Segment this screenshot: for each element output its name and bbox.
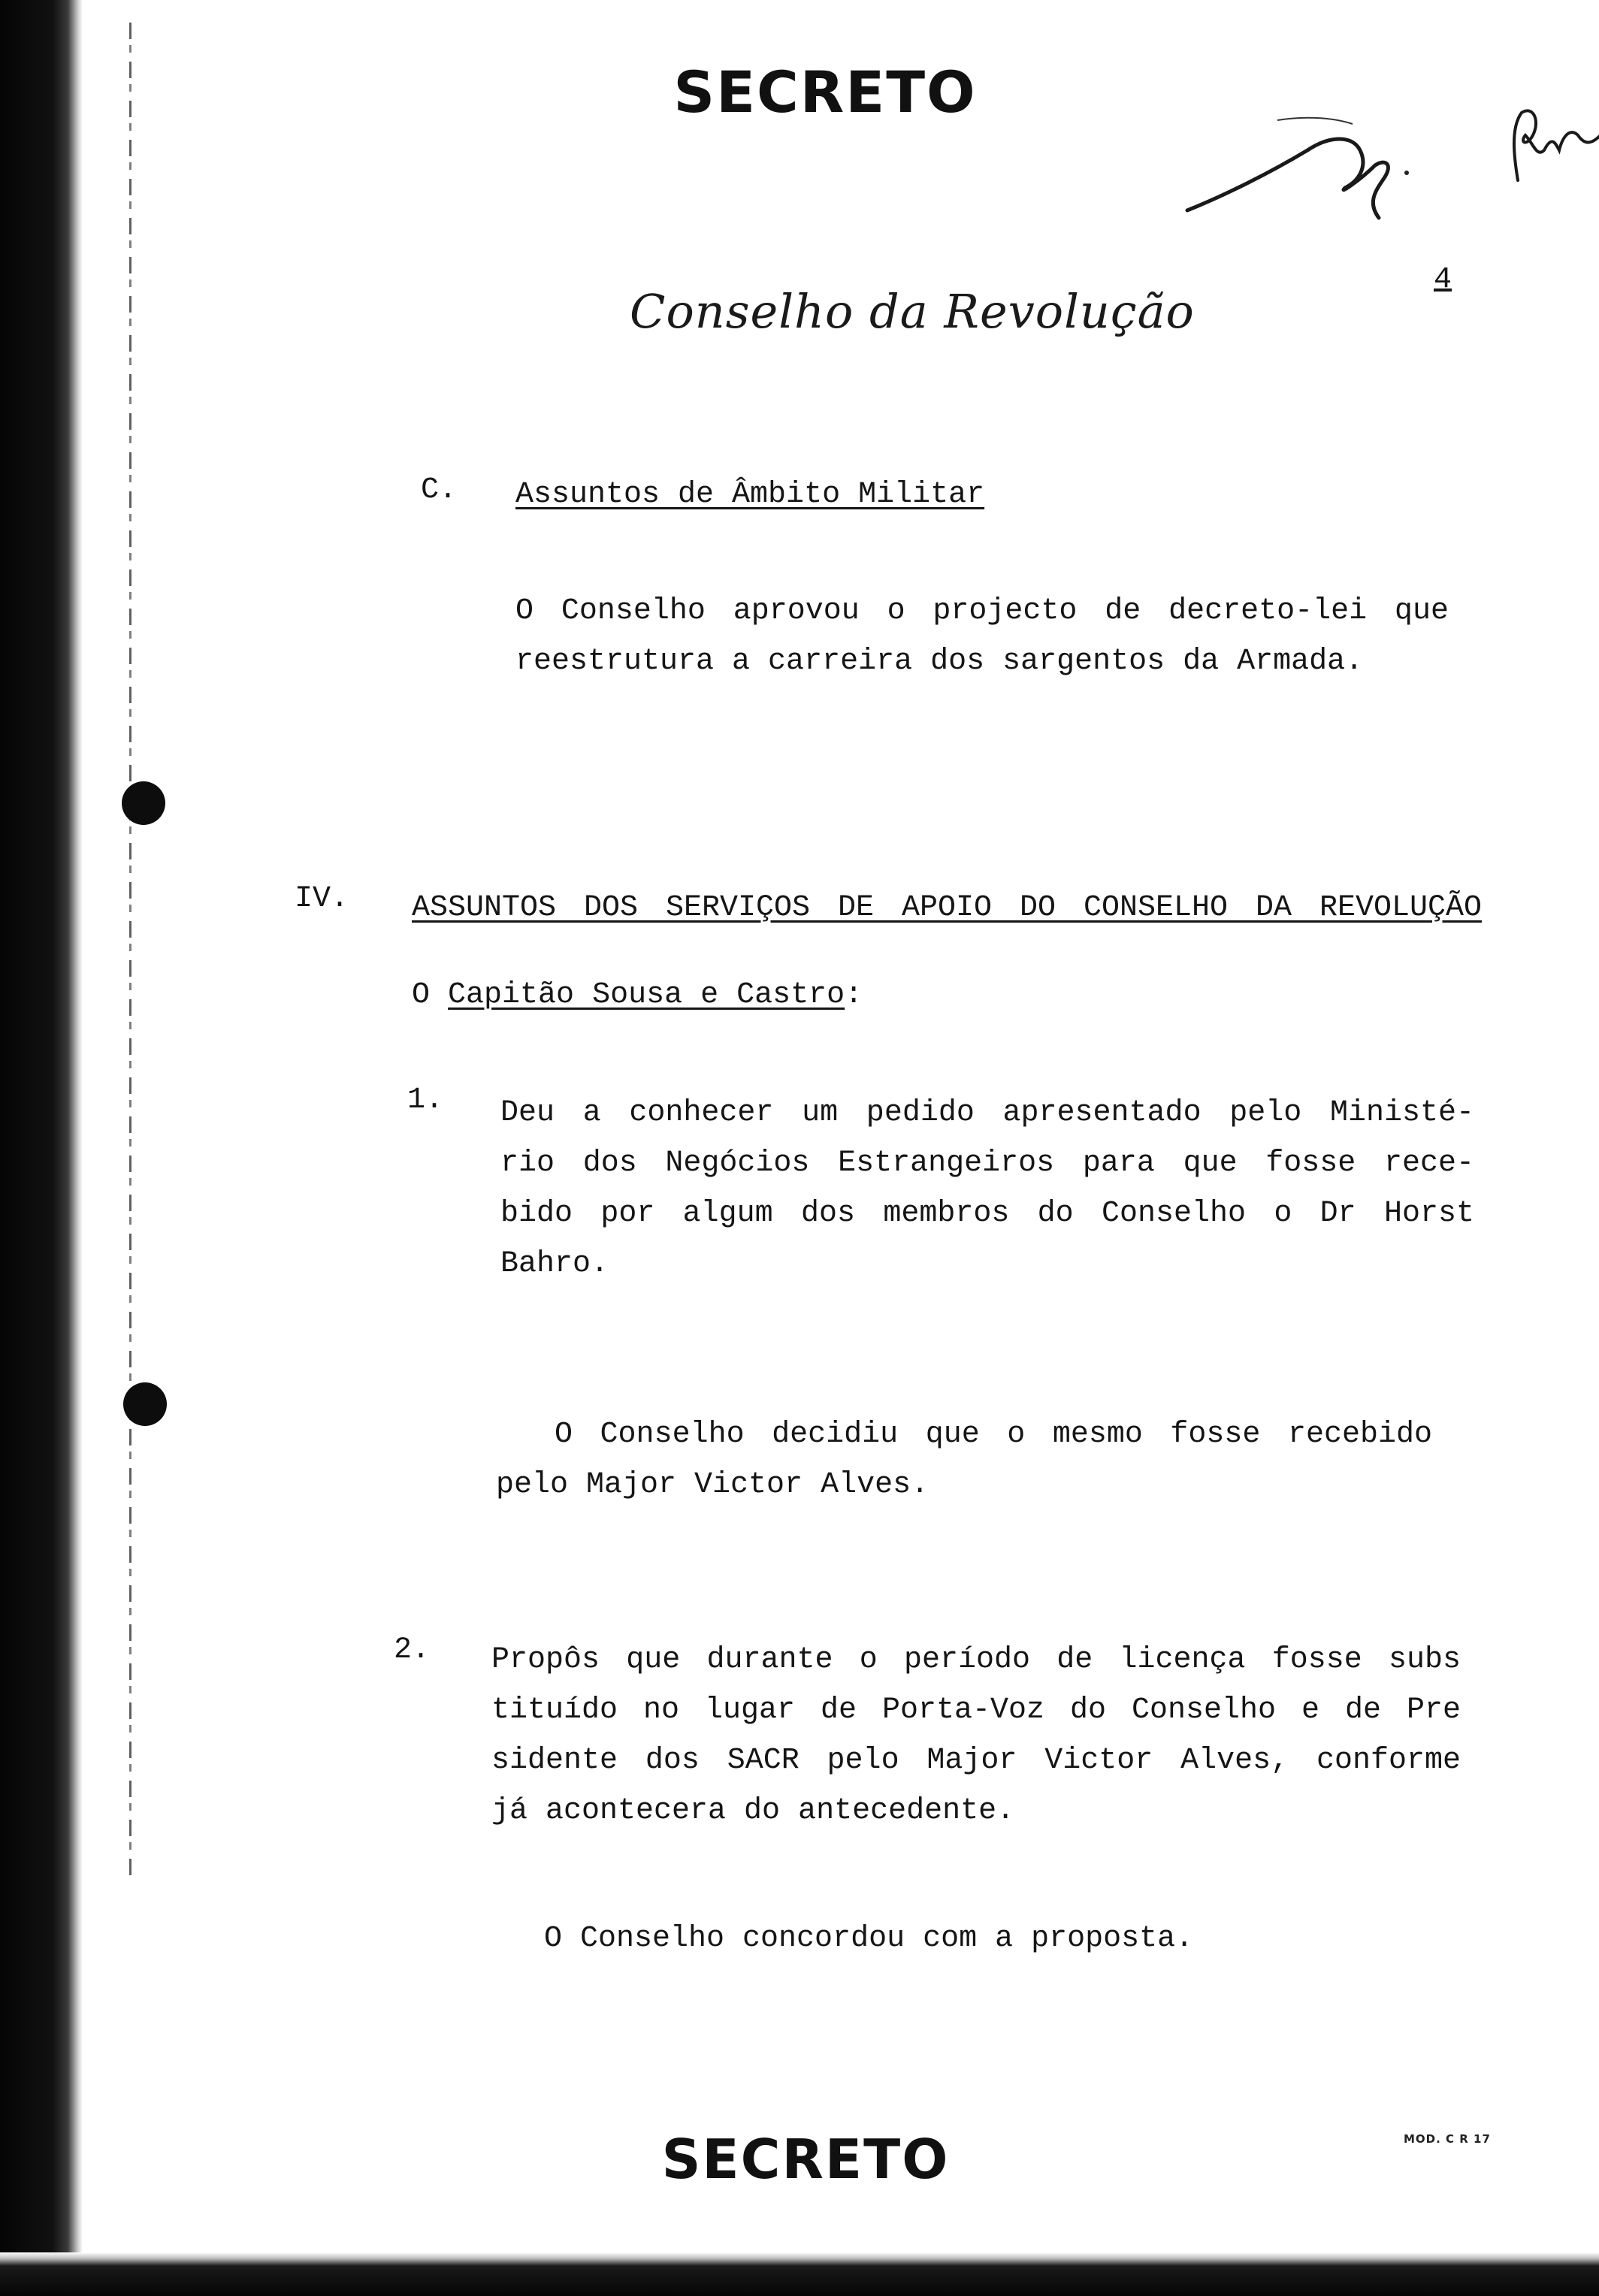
section-iv-numeral: IV. bbox=[295, 882, 349, 916]
form-code: MOD. C R 17 bbox=[1404, 2132, 1491, 2146]
paragraph-line: O Conselho aprovou o projecto de decreto-lei que bbox=[515, 594, 1449, 628]
paragraph-line: reestrutura a carreira dos sargentos da Armada. bbox=[515, 645, 1364, 678]
speaker-prefix: O bbox=[412, 978, 431, 1012]
scan-bottom-edge bbox=[0, 2252, 1599, 2296]
classification-stamp-top: SECRETO bbox=[673, 59, 977, 125]
speaker-suffix: : bbox=[845, 978, 863, 1012]
punch-hole-bottom bbox=[123, 1382, 167, 1426]
paragraph-line: Bahro. bbox=[500, 1247, 609, 1281]
paragraph-line: sidente dos SACR pelo Major Victor Alves, conforme bbox=[491, 1744, 1461, 1778]
margin-rule bbox=[129, 23, 131, 1878]
paragraph-line: rio dos Negócios Estrangeiros para que fosse rece- bbox=[500, 1146, 1474, 1180]
paragraph-line: Propôs que durante o período de licença fosse subs bbox=[491, 1643, 1461, 1677]
paragraph-line: pelo Major Victor Alves. bbox=[496, 1468, 929, 1502]
speaker-name: Capitão Sousa e Castro bbox=[448, 978, 845, 1012]
item-2-number: 2. bbox=[394, 1633, 431, 1667]
item-1-paragraph bbox=[500, 1088, 1474, 1289]
letterhead: Conselho da Revolução bbox=[630, 284, 1195, 339]
paragraph-line: O Conselho decidiu que o mesmo fosse recebido bbox=[555, 1418, 1432, 1452]
page-number: 4 bbox=[1434, 263, 1452, 297]
speaker-line bbox=[412, 971, 863, 1020]
section-c-paragraph bbox=[515, 586, 1449, 687]
item-2-decision: O Conselho concordou com a proposta. bbox=[544, 1922, 1194, 1956]
item-2-paragraph bbox=[491, 1635, 1461, 1836]
punch-hole-top bbox=[122, 781, 165, 825]
handwritten-annotation bbox=[1180, 90, 1599, 240]
section-c-letter: C. bbox=[421, 473, 458, 507]
classification-stamp-bottom: SECRETO bbox=[661, 2128, 950, 2191]
item-1-decision bbox=[496, 1409, 1432, 1510]
paragraph-line: tituído no lugar de Porta-Voz do Conselho e de Pre bbox=[491, 1693, 1461, 1727]
paragraph-line: já acontecera do antecedente. bbox=[491, 1794, 1015, 1828]
scan-left-edge bbox=[0, 0, 83, 2296]
paragraph-line: bido por algum dos membros do Conselho o Dr Horst bbox=[500, 1197, 1474, 1231]
section-iv-heading: ASSUNTOS DOS SERVIÇOS DE APOIO DO CONSELHO DA REVOLUÇÃO bbox=[412, 891, 1482, 925]
section-c-heading: Assuntos de Âmbito Militar bbox=[515, 478, 985, 512]
item-1-number: 1. bbox=[407, 1083, 444, 1117]
paragraph-line: Deu a conhecer um pedido apresentado pelo Ministé- bbox=[500, 1096, 1474, 1130]
